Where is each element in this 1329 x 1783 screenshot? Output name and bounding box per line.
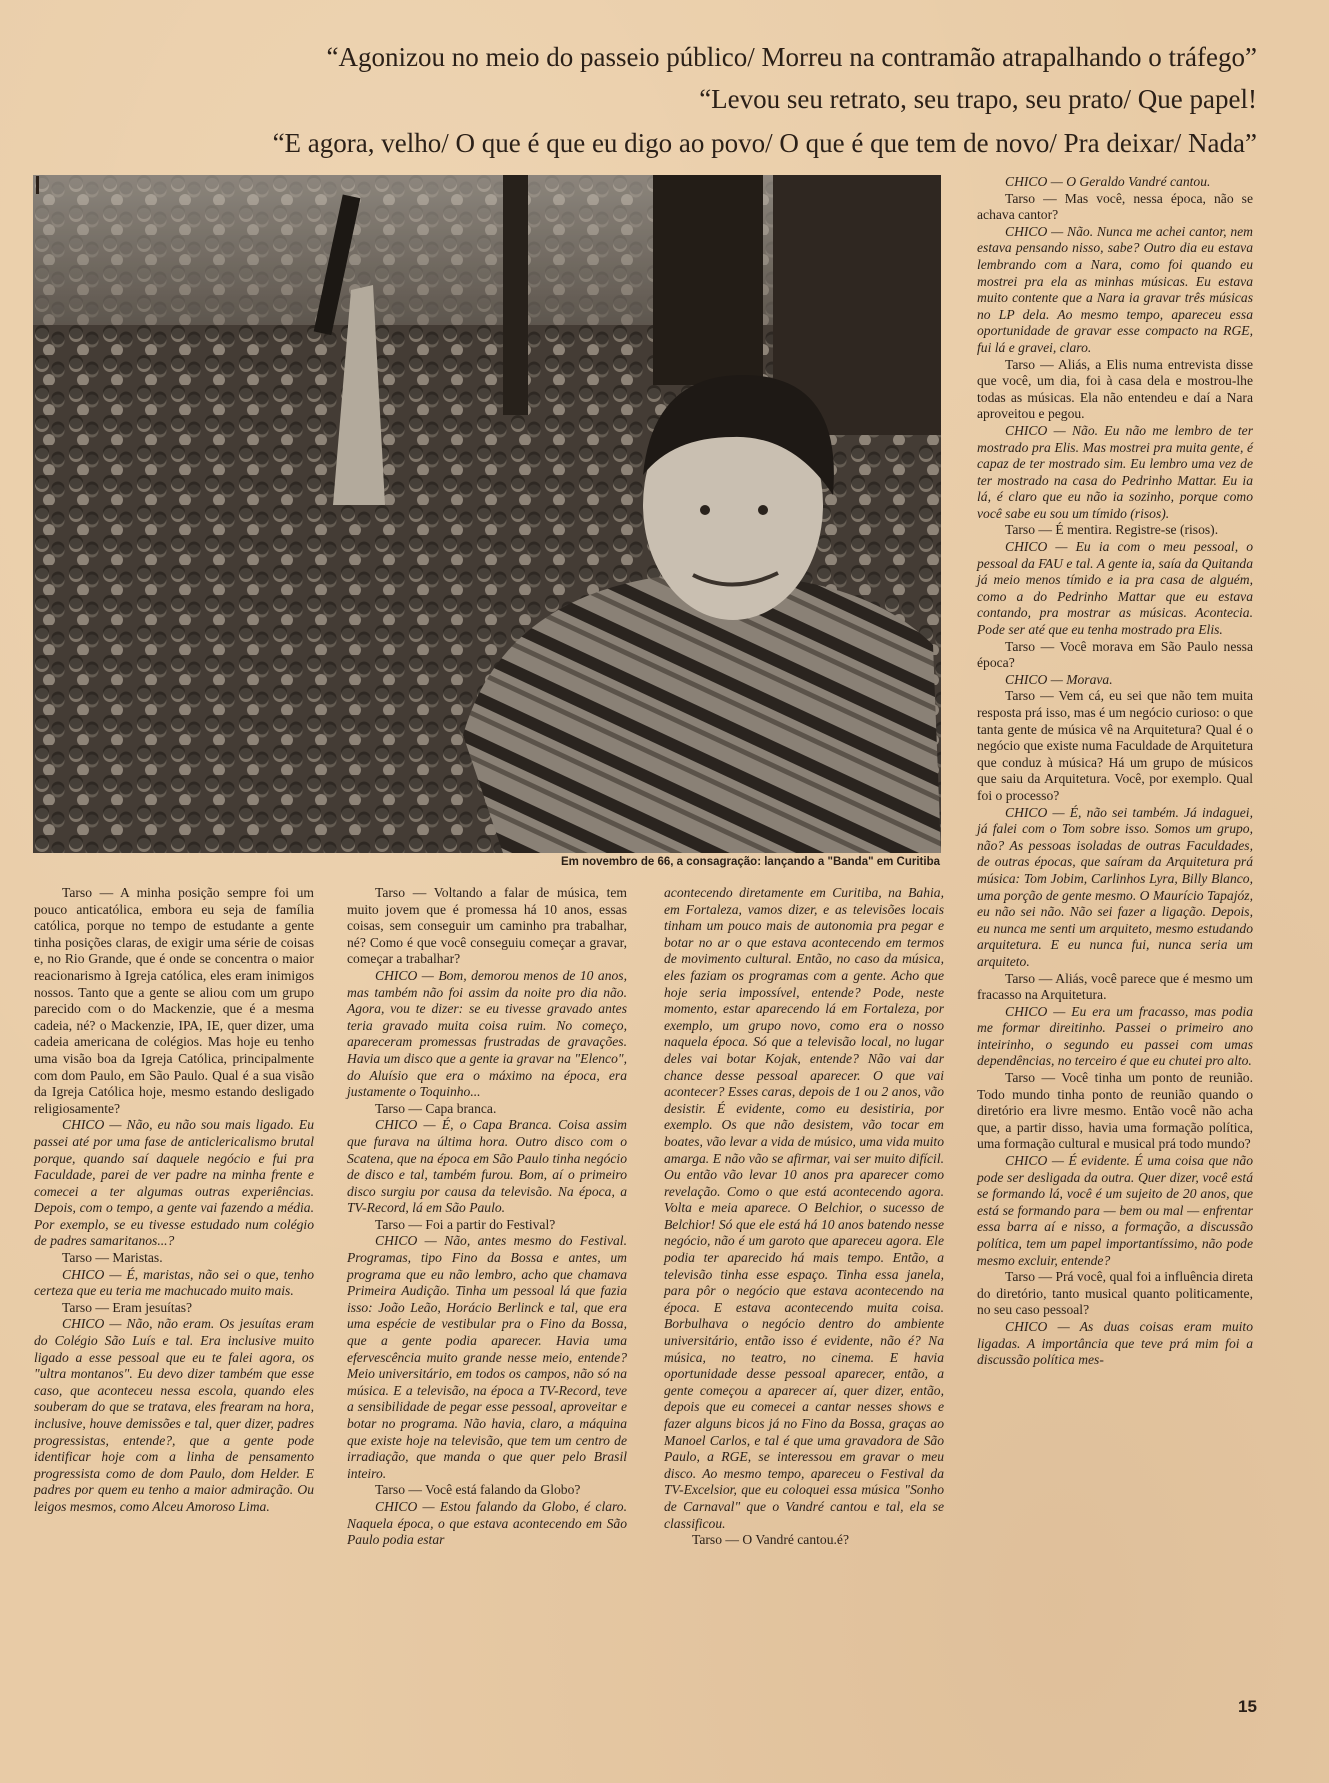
interview-paragraph (977, 688, 1253, 804)
paragraph-text: Prá você, qual foi a influência direta do diretório, tanto musical quanto politicamente, no seu caso pessoal? (977, 1269, 1253, 1318)
speaker-separator: — (104, 1316, 127, 1332)
paragraph-text: É, não sei também. Já indaguei, já falei com o Tom sobre isso. Somos um grupo, não? As pessoas isoladas de outras Faculdades, de outras épocas, que saíram da Arquitetura prá música: Tom Jobim, Carlinhos Lyra, Billy Blanco, uma porção de gente mesmo. O Maurício Tapajóz, eu não sei não. Não sei fazer a ligação. Depois, eu nunca me senti um arquiteto, mesmo estudando arquitetura. E eu nunca fui, nunca seria um arquiteto. (977, 804, 1253, 969)
paragraph-text: Eu ia com o meu pessoal, o pessoal da FAU e tal. A gente ia, saía da Quitanda já meio menos tímido e ia pra casa de alguém, como a do Pedrinho Mattar que eu estava contando, pra mostrar as músicas. Acontecia. Pode ser até que eu tenha mostrado pra Elis. (977, 539, 1253, 638)
crowd-photo (33, 175, 941, 853)
interview-paragraph (977, 423, 1253, 523)
speaker-separator: — (1047, 223, 1068, 239)
speaker-name: CHICO (62, 1316, 105, 1332)
speaker-name: CHICO (1005, 539, 1048, 555)
speaker-name: CHICO (375, 1117, 418, 1133)
interview-paragraph (977, 1319, 1253, 1369)
interview-paragraph (347, 1217, 627, 1234)
speaker-separator: — (92, 885, 120, 900)
speaker-name: Tarso (1005, 1070, 1036, 1086)
speaker-name: Tarso (375, 1100, 406, 1116)
song-quote-1: “Agonizou no meio do passeio público/ Morreu na contramão atrapalhando o tráfego” (326, 42, 1257, 72)
speaker-separator: — (1047, 422, 1072, 438)
paragraph-text: Voltando a falar de música, tem muito jovem que é promessa há 10 anos, essas coisas, sem conseguir um caminho pra trabalhar, né? Como é que você conseguiu começar a gravar, começar a trabalhar? (347, 885, 627, 967)
paragraph-text: Não, eu não sou mais ligado. Eu passei até por uma fase de anticlericalismo brutal porque, quando saí daquele negócio e fui pra Faculdade, parei de ver padre na minha frente e comecei a ter algumas outras experiências. Depois, com o tempo, a gente vai fazendo a média. Por exemplo, se eu tivesse estudado num colégio de padres samaritanos...? (34, 1117, 314, 1249)
speaker-separator: — (417, 1117, 442, 1133)
speaker-separator: — (1047, 1318, 1080, 1334)
speaker-separator: — (1035, 1269, 1056, 1285)
interview-paragraph (977, 191, 1253, 224)
speaker-name: CHICO (62, 1117, 105, 1133)
speaker-separator: — (417, 967, 439, 983)
paragraph-text: O Geraldo Vandré cantou. (1066, 174, 1211, 189)
interview-paragraph (34, 1250, 314, 1267)
speaker-name: Tarso (692, 1532, 723, 1548)
interview-paragraph (34, 1267, 314, 1300)
interview-paragraph (977, 1070, 1253, 1153)
interview-paragraph (977, 805, 1253, 971)
paragraph-text: É evidente. É uma coisa que não pode ser desligada da outra. Quer dizer, você está se formando lá, você é um sujeito de 20 anos, que está se formando para — bem ou mal — enfrentar essa barra aí e nisso, a formação, a discussão política, tem um papel importantíssimo, não pode mesmo excluir, entende? (977, 1153, 1253, 1268)
column-2 (347, 885, 627, 1549)
speaker-name: CHICO (1005, 671, 1048, 687)
speaker-separator: — (1035, 356, 1059, 372)
speaker-separator: — (1047, 1003, 1072, 1019)
paragraph-text: Aliás, a Elis numa entrevista disse que você, um dia, foi à casa dela e mostrou-lhe todas as músicas. Ela não entendeu e daí a Nara aproveitou e pegou. (977, 356, 1254, 422)
paragraph-text: É, maristas, não sei o que, tenho certeza que eu teria me machucado muito mais. (34, 1266, 315, 1299)
speaker-separator: — (1047, 671, 1067, 687)
speaker-separator: — (92, 1299, 113, 1315)
interview-paragraph (977, 639, 1253, 672)
paragraph-text: Bom, demorou menos de 10 anos, mas também não foi assim da noite pro dia não. Agora, vou te dizer: se eu tivesse gravado antes teria gravado muita coisa ruim. No começo, apareceram promessas frustradas de gravações. Havia um disco que a gente ia gravar na "Elenco", do Aluísio que era o máximo na época, era justamente o Toquinho... (347, 967, 627, 1100)
interview-paragraph (977, 1004, 1253, 1070)
interview-paragraph (34, 1300, 314, 1317)
speaker-separator: — (104, 1117, 127, 1133)
interview-paragraph (977, 1153, 1253, 1269)
interview-paragraph (664, 885, 944, 1532)
speaker-separator: — (405, 1216, 426, 1232)
interview-paragraph (347, 1101, 627, 1118)
speaker-separator: — (1035, 970, 1056, 986)
paragraph-text: acontecendo diretamente em Curitiba, na Bahia, em Fortaleza, vamos dizer, e as televisões locais tinham um pouco mais de autonomia pra pegar e botar no ar o que estava acontecendo em termos de movimento cultural. Então, no caso da música, eles faziam os programas com a gente. Acho que hoje seria impossível, entende? Pode, neste momento, estar aparecendo lá em Fortaleza, por exemplo, um grupo novo, como era o nosso naquela época. Só que a televisão local, no lugar deles vai botar Kojak, entende? Não vai dar chance desse pessoal aparecer. O que vai acontecer? Esses caras, depois de 1 ou 2 anos, vão desistir. É evidente, como eu desistiria, por exemplo. Os que não desistem, vão tocar em boates, vão levar a vida de músico, uma vida muito amarga. E não vão se afirmar, vai ser muito difícil. Ou então vão levar 10 anos pra aparecer como revelação. Como o que está acontecendo agora. Volta e meia aparece. O Belchior, o sucesso de Belchior! Só que ele está há 10 anos batendo nesse negócio, não é um garoto que apareceu agora. Ele podia ter aparecido há mais tempo. Então, a televisão tinha esse espaço. Tinha essa janela, para pôr o negócio que estava acontecendo na época. E estava acontecendo muita coisa. Borbulhava o negócio dentro do ambiente universitário, então isso é evidente, não é? Na música, no teatro, no cinema. E havia oportunidade desse pessoal aparecer, então, a gente começou a aparecer aí, quer dizer, então, depois que eu comecei a cantar nesses shows e fazer alguns bicos já no Fino da Bossa, graças ao Manoel Carlos, e tal é que uma gravadora de São Paulo, a RGE, se interessou em gravar o meu disco. Ao mesmo tempo, apareceu o Festival da TV-Excelsior, que eu coloquei essa música "Sonho de Carnaval" que o Vandré cantou e tal, ela se classificou. (664, 885, 944, 1531)
paragraph-text: Vem cá, eu sei que não tem muita resposta prá isso, mas é um negócio curioso: o que tanta gente de música vê na Arquitetura? Qual é o negócio que existe numa Faculdade de Arquitetura que conduz à música? Há um grupo de músicos que saiu da Arquitetura. Você, por exemplo. Qual foi o processo? (977, 688, 1253, 803)
speaker-separator: — (1035, 688, 1059, 704)
interview-paragraph (664, 1532, 944, 1549)
column-1 (34, 885, 314, 1516)
speaker-separator: — (722, 1532, 743, 1548)
speaker-separator: — (417, 1498, 440, 1514)
interview-paragraph (977, 539, 1253, 639)
speaker-name: Tarso (375, 1216, 406, 1232)
speaker-name: CHICO (1005, 422, 1048, 438)
page-number: 15 (1238, 1697, 1257, 1716)
speaker-name: Tarso (1005, 522, 1036, 538)
speaker-separator: — (1047, 804, 1070, 820)
speaker-name: Tarso (1005, 638, 1036, 654)
interview-paragraph (347, 885, 627, 968)
interview-paragraph (977, 522, 1253, 539)
speaker-name: Tarso (62, 1250, 93, 1266)
column-4 (977, 174, 1253, 1369)
song-quote-3: “E agora, velho/ O que é que eu digo ao povo/ O que é que tem de novo/ Pra deixar/ Nada” (272, 128, 1257, 158)
speaker-name: CHICO (1005, 1318, 1048, 1334)
speaker-name: Tarso (1005, 1269, 1036, 1285)
speaker-separator: — (405, 1482, 426, 1498)
paragraph-text: Você morava em São Paulo nessa época? (977, 638, 1253, 671)
speaker-name: CHICO (1005, 223, 1048, 239)
interview-paragraph (977, 357, 1253, 423)
speaker-separator: — (1035, 638, 1060, 654)
speaker-separator: — (1047, 174, 1067, 189)
interview-paragraph (347, 1117, 627, 1217)
paragraph-text: Mas você, nessa época, não se achava cantor? (977, 190, 1253, 223)
interview-paragraph (977, 174, 1253, 191)
interview-paragraph (34, 1316, 314, 1515)
paragraph-text: As duas coisas eram muito ligadas. A importância que teve prá mim foi a discussão política mes- (977, 1318, 1253, 1368)
paragraph-text: Não, não eram. Os jesuítas eram do Colégio São Luís e tal. Era inclusive muito ligado a esse pessoal que eu te falei agora, os "ultra montanos". Eu devo dizer também que esse caso, que aconteceu nessa escola, quando eles souberam do que se tratava, eles frearam na hora, inclusive, houve demissões e tal, quer dizer, padres progressistas, entende?, que a gente pode identificar hoje com a linha de pensamento progressista como de dom Paulo, dom Helder. E padres por quem eu tenho a maior admiração. Ou leigos mesmos, como Alceu Amoroso Lima. (34, 1316, 314, 1514)
paragraph-text: Não. Eu não me lembro de ter mostrado pra Elis. Mas mostrei pra muita gente, é capaz de ter mostrado sim. Eu lembro uma vez de ter mostrado na casa do Pedrinho Mattar. Eu ia lá, é claro que eu não ia sozinho, porque como você sabe eu sou um tímido (risos). (977, 422, 1253, 521)
interview-paragraph (977, 672, 1253, 689)
paragraph-text: Não, antes mesmo do Festival. Programas, tipo Fino da Bossa e antes, um programa que eu não lembro, acho que chamava Primeira Audição. Tinha um pessoal lá que fazia isso: João Leão, Horácio Berlinck e tal, que era uma espécie de vestibular pra o Fino da Bossa, que a gente podia aparecer. Havia uma efervescência muito grande nesse meio, entende? Meio universitário, em todos os campos, não só na música. E a televisão, na época a TV-Record, teve a sensibilidade de pegar esse pessoal, aproveitar e botar no programa. Não havia, claro, a máquina que existe hoje na televisão, que tem um centro de irradiação, que manda o que quer pelo Brasil inteiro. (347, 1233, 627, 1481)
interview-paragraph (977, 224, 1253, 357)
speaker-name: CHICO (375, 967, 418, 983)
column-3 (664, 885, 944, 1549)
speaker-name: CHICO (1005, 174, 1048, 189)
column-rule-mark (36, 176, 39, 194)
interview-paragraph (347, 1499, 627, 1549)
interview-paragraph (977, 1269, 1253, 1319)
interview-paragraph (977, 971, 1253, 1004)
paragraph-text: Maristas. (112, 1250, 163, 1266)
speaker-name: Tarso (62, 885, 93, 900)
speaker-separator: — (1047, 539, 1076, 555)
speaker-separator: — (1035, 1070, 1062, 1086)
speaker-separator: — (1035, 522, 1056, 538)
paragraph-text: Capa branca. (425, 1100, 497, 1116)
paragraph-text: Estou falando da Globo, é claro. Naquela época, o que estava acontecendo em São Paulo podia estar (347, 1498, 628, 1548)
photo-caption: Em novembro de 66, a consagração: lançando a "Banda" em Curitiba (560, 856, 940, 868)
paragraph-text: É mentira. Registre-se (risos). (1055, 522, 1219, 538)
speaker-name: CHICO (1005, 1003, 1048, 1019)
paragraph-text: Não. Nunca me achei cantor, nem estava pensando nisso, sabe? Outro dia eu estava lembrando com a Nara, como foi quando eu mostrei pra ela as minhas músicas. Eu estava muito contente que a Nara ia gravar três músicas no LP dela. Ao mesmo tempo, apareceu essa oportunidade de gravar esse compacto na RGE, fui lá e gravei, claro. (977, 223, 1253, 355)
interview-paragraph (34, 1117, 314, 1250)
speaker-name: Tarso (1005, 356, 1036, 372)
speaker-separator: — (104, 1266, 127, 1282)
paragraph-text: Aliás, você parece que é mesmo um fracasso na Arquitetura. (977, 970, 1253, 1003)
speaker-separator: — (405, 1100, 426, 1116)
speaker-name: CHICO (62, 1266, 105, 1282)
paragraph-text: Você está falando da Globo? (425, 1482, 581, 1498)
paragraph-text: Foi a partir do Festival? (425, 1216, 556, 1232)
interview-paragraph (347, 1482, 627, 1499)
speaker-separator: — (1047, 1153, 1069, 1169)
interview-paragraph (34, 885, 314, 1117)
speaker-name: Tarso (1005, 688, 1036, 704)
paragraph-text: O Vandré cantou.é? (742, 1532, 849, 1548)
speaker-name: CHICO (375, 1498, 418, 1514)
speaker-name: Tarso (62, 1299, 93, 1315)
speaker-separator: — (1035, 190, 1065, 206)
speaker-name: Tarso (375, 885, 406, 900)
paragraph-text: É, o Capa Branca. Coisa assim que furava na última hora. Outro disco com o Scatena, que na época em São Paulo tinha negócio de disco e tal, também furou. Bom, aí o primeiro disco surgiu por causa da televisão. Na época, a TV-Record, lá em São Paulo. (347, 1117, 627, 1216)
interview-paragraph (347, 1233, 627, 1482)
paragraph-text: Eu era um fracasso, mas podia me formar direitinho. Passei o primeiro ano inteirinho, o segundo eu passei com umas dependências, no terceiro é que eu chutei pro alto. (977, 1003, 1254, 1069)
speaker-separator: — (417, 1233, 445, 1249)
speaker-name: CHICO (1005, 1153, 1048, 1169)
speaker-name: Tarso (375, 1482, 406, 1498)
paragraph-text: Você tinha um ponto de reunião. Todo mundo tinha ponto de reunião quando o diretório era livre mesmo. Então você não acha que, a partir disso, havia uma formação política, uma formação cultural e musical prá todo mundo? (977, 1070, 1253, 1152)
speaker-separator: — (92, 1250, 113, 1266)
song-quote-2: “Levou seu retrato, seu trapo, seu prato/ Que papel! (699, 84, 1257, 114)
speaker-name: Tarso (1005, 970, 1036, 986)
photo-illustration (33, 175, 941, 853)
speaker-name: CHICO (1005, 804, 1048, 820)
speaker-name: Tarso (1005, 190, 1036, 206)
paragraph-text: A minha posição sempre foi um pouco anticatólica, embora eu seja de família católica, porque no tempo de estudante a gente tinha posições claras, de exigir uma série de coisas e, no Rio Grande, que é onde se concentra o maior reacionarismo à Igreja católica, eles eram inimigos nossos. Tanto que a gente se aliou com um grupo parecido com o do Mackenzie, que é a mesma cadeia, né? o Mackenzie, IPA, IE, quer dizer, uma cadeia americana de colégios. Mas hoje eu tenho uma visão boa da Igreja Católica, principalmente com dom Paulo, em São Paulo. Qual é a sua visão da Igreja Católica hoje, mesmo estando desligado religiosamente? (34, 885, 315, 1116)
paragraph-text: Eram jesuítas? (112, 1299, 193, 1315)
speaker-name: CHICO (375, 1233, 418, 1249)
interview-paragraph (347, 968, 627, 1101)
speaker-separator: — (405, 885, 434, 900)
paragraph-text: Morava. (1066, 671, 1113, 687)
